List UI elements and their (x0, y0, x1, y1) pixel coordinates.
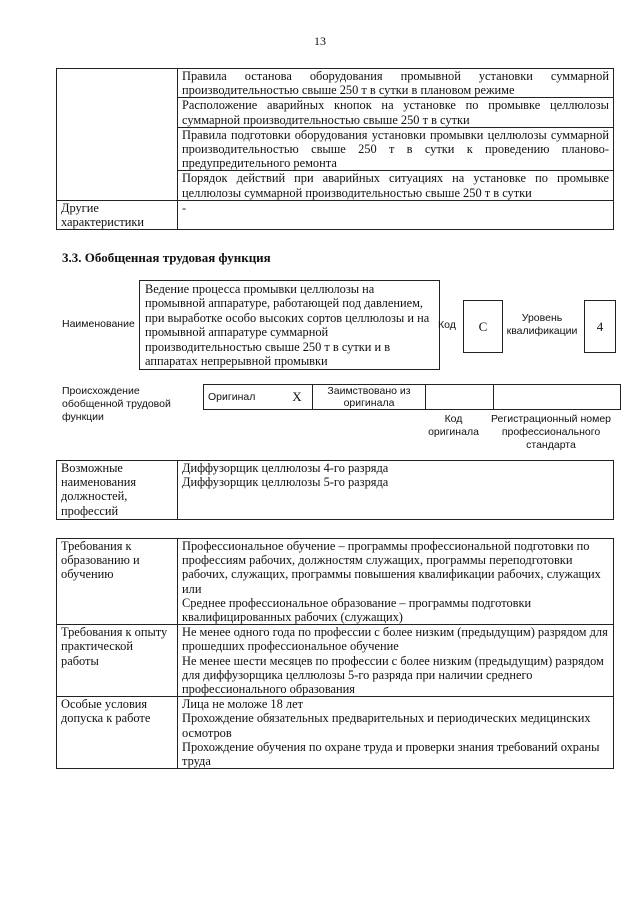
qualification-level-value: 4 (584, 300, 616, 353)
section-title: 3.3. Обобщенная трудовая функция (62, 250, 271, 265)
other-characteristics-value: - (178, 200, 614, 229)
knowledge-table (56, 68, 614, 230)
admission-value (178, 697, 614, 769)
page-number: 13 (314, 34, 326, 48)
function-name-box: Ведение процесса промывки целлюлозы на промывной аппаратуре, работающей под давлением, при выработке особо высоких сортов целлюлозы и на промывной аппаратуре суммарной производительностью свыше 250 т в сутки и в аппаратах непрерывной промывки (139, 280, 440, 370)
requirement-text: или (182, 581, 202, 596)
name-label: Наименование (62, 318, 135, 330)
position-line: Диффузорщик целлюлозы 4-го разряда (182, 461, 389, 475)
original-label: Оригинал (204, 385, 283, 410)
requirement-text: Не менее одного года по профессии с более низким (предыдущим) разрядом для прошедших профессиональное обучение (182, 625, 608, 654)
requirement-text: Профессиональное обучение – программы профессиональной подготовки по профессиям рабочих, должностям служащих, программы переподготовки рабочих, служащих, программы повышения квалификации рабочих, служащих (182, 539, 601, 582)
table-row (57, 200, 614, 229)
requirement-text: Не менее шести месяцев по профессии с более низким (предыдущим) разрядом для диффузорщика целлюлозы 5-го разряда при наличии среднего профессионального образования (182, 653, 604, 697)
requirement-text: Прохождение обучения по охране труда и проверки знания требований охраны труда (182, 739, 600, 769)
education-value (178, 539, 614, 625)
positions-label: Возможные наименования должностей, профессий (57, 461, 178, 520)
table-row (57, 625, 614, 697)
education-label: Требования к образованию и обучению (57, 539, 178, 625)
code-label: Код (438, 319, 456, 331)
position-line: Диффузорщик целлюлозы 5-го разряда (182, 475, 389, 490)
origin-label: Происхождение обобщенной трудовой функции (62, 385, 171, 423)
origin-table (203, 384, 621, 410)
experience-value (178, 625, 614, 697)
experience-label: Требования к опыту практической работы (57, 625, 178, 697)
admission-label: Особые условия допуска к работе (57, 697, 178, 769)
positions-value (178, 461, 614, 520)
qualification-level-label: Уровень квалификации (506, 312, 578, 337)
other-characteristics-label: Другие характеристики (57, 200, 178, 229)
code-value: С (463, 300, 503, 353)
table-row (57, 461, 614, 520)
table-cell: Правила подготовки оборудования установки промывки целлюлозы суммарной производительностью свыше 250 т в сутки к проведению планово-предупредительного ремонта (178, 127, 614, 171)
table-cell: Расположение аварийных кнопок на установке по промывке целлюлозы суммарной производительностью свыше 250 т в сутки (178, 98, 614, 127)
table-row (57, 539, 614, 625)
table-cell: Правила останова оборудования промывной установки суммарной производительностью свыше 250 т в сутки в плановом режиме (178, 69, 614, 98)
caption-registration-number: Регистрационный номер профессионального стандарта (491, 413, 611, 451)
original-code-cell (426, 385, 494, 410)
table-cell-label (57, 69, 178, 201)
table-row (204, 385, 621, 410)
requirement-text: Прохождение обязательных предварительных и периодических медицинских осмотров (182, 711, 591, 740)
borrowed-label: Заимствовано из оригинала (313, 385, 426, 410)
requirements-table (56, 538, 614, 769)
table-row (57, 69, 614, 98)
table-cell: Порядок действий при аварийных ситуациях на установке по промывке целлюлозы суммарной производительностью свыше 250 т в сутки (178, 171, 614, 200)
requirement-text: Среднее профессиональное образование – программы подготовки квалифицированных рабочих (служащих) (182, 595, 532, 625)
table-row (57, 697, 614, 769)
positions-table (56, 460, 614, 520)
caption-original-code: Код оригинала (428, 413, 479, 438)
original-mark: X (282, 385, 313, 410)
registration-number-cell (494, 385, 621, 410)
requirement-text: Лица не моложе 18 лет (182, 697, 304, 712)
